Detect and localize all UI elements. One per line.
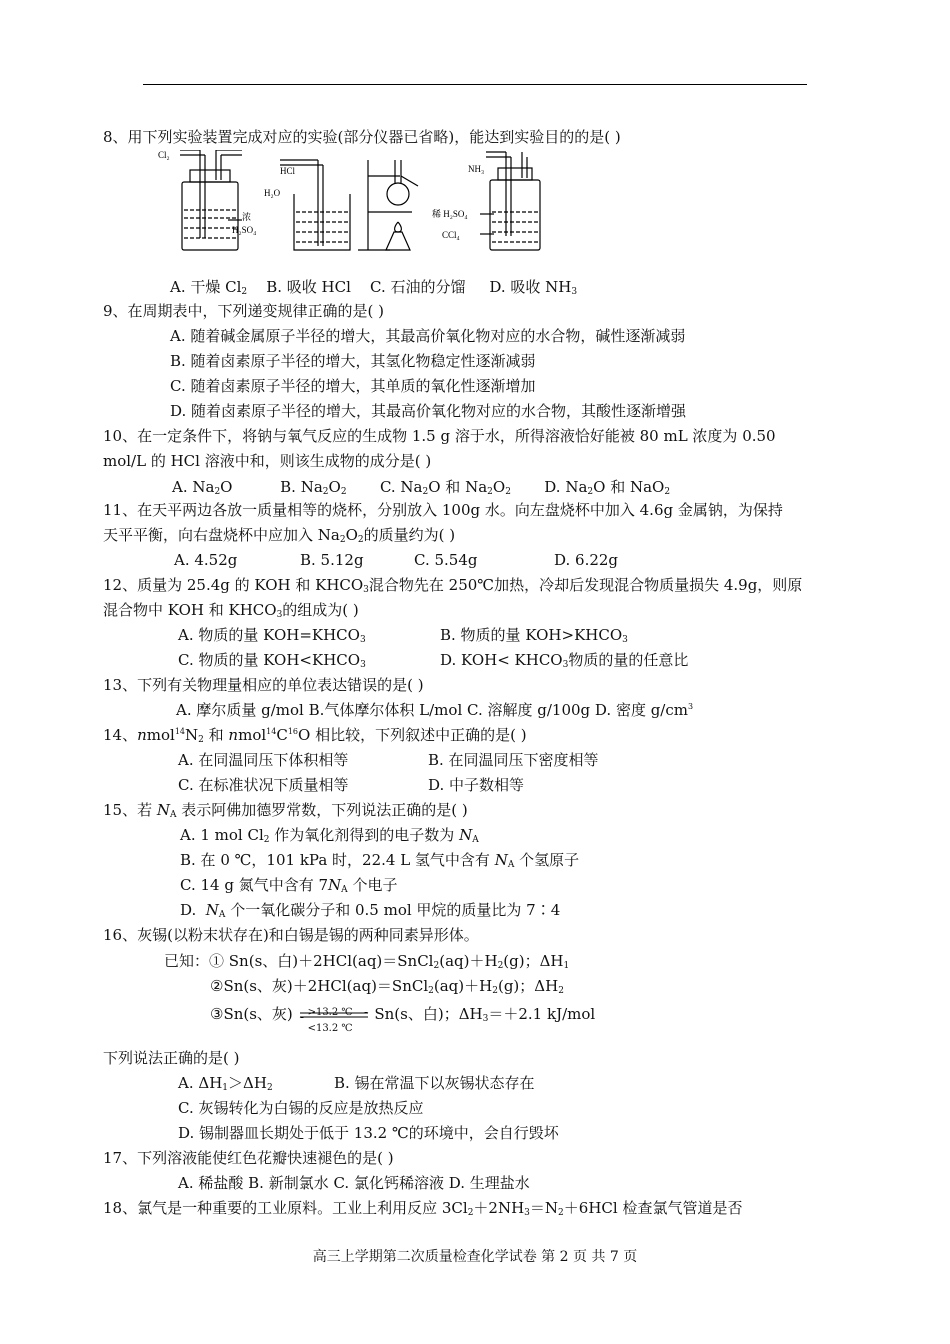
q9-option-b: B. 随着卤素原子半径的增大，其氢化物稳定性逐渐减弱 xyxy=(170,352,536,370)
q11-stem-line1: 11、在天平两边各放一质量相等的烧杯，分别放入 100g 水。向左盘烧杯中加入 4.6g 金属钠，为保持 xyxy=(103,501,783,519)
double-arrow-icon xyxy=(298,1012,370,1018)
q11-stem-line2: 天平平衡，向右盘烧杯中应加入 $Na_2O_2$的质量约为( ) xyxy=(103,526,456,545)
q8-option-a: A. 干燥 Cl xyxy=(170,278,242,296)
q15-option-c: C. 14 g 氮气中含有 $7N_A$ 个电子 xyxy=(180,876,398,895)
q15-option-d-text: 个一氧化碳分子和 0.5 mol 甲烷的质量比为 7∶4 xyxy=(230,901,561,919)
q16-eq1-b: (aq)＋H xyxy=(439,952,498,970)
page-footer: 高三上学期第二次质量检查化学试卷 第 2 页 共 7 页 xyxy=(312,1249,638,1265)
q15-option-b: B. 在 0 ℃，101 kPa 时，22.4 L 氢气中含有 $N_A$ 个氢原子 xyxy=(180,851,580,870)
q16-option-a: A. $\Delta H_1>\Delta H_2$ xyxy=(178,1074,273,1093)
q16-eq2-a: ②Sn(s、灰)＋2HCl(aq)＝SnCl xyxy=(210,977,429,995)
q9-option-a: A. 随着碱金属原子半径的增大，其最高价氧化物对应的水合物，碱性逐渐减弱 xyxy=(170,327,686,345)
q16-option-b: B. 锡在常温下以灰锡状态存在 xyxy=(334,1074,535,1092)
q12-stem-line2: 混合物中 KOH 和 $KHCO_3$的组成为( ) xyxy=(103,601,359,620)
q16-known-label: 已知： xyxy=(164,952,210,970)
q12-option-d: D. $KOH< KHCO_3$物质的量的任意比 xyxy=(440,651,689,670)
q16-option-a-text: A. ΔH xyxy=(178,1074,223,1092)
q17-options: A. 稀盐酸 B. 新制氯水 C. 氯化钙稀溶液 D. 生理盐水 xyxy=(178,1174,530,1192)
q11-stem-part2: 的质量约为( ) xyxy=(363,526,456,544)
q16-eq3-a: ③Sn(s、灰) xyxy=(210,1005,293,1023)
q16-eq1-a: ① Sn(s、白)＋2HCl(aq)＝SnCl xyxy=(209,952,434,970)
q15-option-a: A. 1 mol $Cl_2$ 作为氧化剂得到的电子数为 $N_A$ xyxy=(180,826,479,845)
q16-eq3-b: Sn(s、白)；ΔH xyxy=(374,1005,483,1023)
q14-option-a: A. 在同温同压下体积相等 xyxy=(178,751,349,769)
q12-stem-part1: 12、质量为 25.4g 的 KOH 和 KHCO xyxy=(103,576,364,594)
q15-stem: 15、若 $N_A$ 表示阿佛加德罗常数，下列说法正确的是( ) xyxy=(103,801,468,820)
q15-option-b-text2: 个氢原子 xyxy=(519,851,580,869)
q16-lead: 下列说法正确的是( ) xyxy=(103,1049,240,1067)
q12-option-d-text: D. KOH< KHCO xyxy=(440,651,563,669)
q12-option-b-text: B. 物质的量 KOH>KHCO xyxy=(440,626,623,644)
q14-option-c: C. 在标准状况下质量相等 xyxy=(178,776,349,794)
q16-eq1: 已知：① Sn(s、白)$+2HCl(aq)=SnCl_2(aq)+H_2(g)$；$\Delta H_1$ xyxy=(164,952,570,971)
q9-stem: 9、在周期表中，下列递变规律正确的是( ) xyxy=(103,302,385,320)
label-h2o: H₂O xyxy=(264,188,281,198)
equilibrium-arrow xyxy=(298,1005,370,1034)
q9-option-d: D. 随着卤素原子半径的增大，其最高价氧化物对应的水合物，其酸性逐渐增强 xyxy=(170,402,687,420)
label-nh3: NH₃ xyxy=(468,164,485,174)
q15-option-c-text: C. 14 g 氮气中含有 7 xyxy=(180,876,329,894)
q8-options: A. 干燥 $Cl_2$ B. 吸收 HCl C. 石油的分馏 D. 吸收 $NH_3$ xyxy=(170,278,578,297)
arrow-top-label: >13.2 ℃ xyxy=(307,1007,353,1018)
q12-option-c: C. 物质的量 $KOH<KHCO_3$ xyxy=(178,651,366,670)
q15-stem-text: 表示阿佛加德罗常数，下列说法正确的是( ) xyxy=(181,801,468,819)
q18-stem-a: 18、氯气是一种重要的工业原料。工业上利用反应 3Cl xyxy=(103,1199,468,1217)
q18-stem-d: ＋6HCl 检查氯气管道是否 xyxy=(563,1199,743,1217)
q16-option-c: C. 灰锡转化为白锡的反应是放热反应 xyxy=(178,1099,424,1117)
q12-option-a-text: A. 物质的量 KOH=KHCO xyxy=(178,626,360,644)
arrow-bottom-label: <13.2 ℃ xyxy=(307,1023,353,1034)
q8-apparatus-figure xyxy=(150,150,590,260)
q12-option-a: A. 物质的量 $KOH=KHCO_3$ xyxy=(178,626,366,645)
q10-stem-line1: 10、在一定条件下，将钠与氧气反应的生成物 1.5 g 溶于水，所得溶液恰好能被 80 mL 浓度为 0.50 xyxy=(103,427,776,445)
q15-option-a-text2: 作为氧化剂得到的电子数为 xyxy=(274,826,460,844)
q9-option-c: C. 随着卤素原子半径的增大，其单质的氧化性逐渐增加 xyxy=(170,377,536,395)
q11-stem-part1: 天平平衡，向右盘烧杯中应加入 Na xyxy=(103,526,340,544)
q10-stem-line2: mol/L 的 HCl 溶液中和，则该生成物的成分是( ) xyxy=(103,452,432,470)
q14-option-b: B. 在同温同压下密度相等 xyxy=(428,751,599,769)
q11-option-c: C. 5.54g xyxy=(414,551,478,569)
q16-eq1-c: (g)；ΔH xyxy=(503,952,564,970)
label-xi-h2so4: 稀 H₂SO₄ xyxy=(432,209,468,219)
q16-eq3: ③Sn(s、灰) >13.2 ℃ <13.2 ℃ Sn(s、白)；$\Delta H_3=+2.1$ kJ/mol xyxy=(210,1004,595,1025)
q18-stem-b: ＋2NH xyxy=(473,1199,525,1217)
label-cl2: Cl₂ xyxy=(158,150,170,160)
q13-options: A. 摩尔质量 g/mol B.气体摩尔体积 L/mol C. 溶解度 g/100g D. 密度 $g/cm^3$ xyxy=(176,701,694,719)
q12-option-c-text: C. 物质的量 KOH<KHCO xyxy=(178,651,361,669)
q12-stem-part3: 混合物中 KOH 和 KHCO xyxy=(103,601,277,619)
q15-option-d: D. $N_A$ 个一氧化碳分子和 0.5 mol 甲烷的质量比为 7∶4 xyxy=(180,901,561,920)
q12-stem-part4: 的组成为( ) xyxy=(282,601,359,619)
lab-apparatus-drawing xyxy=(150,150,590,260)
q15-option-c-text2: 个电子 xyxy=(352,876,398,894)
q16-option-d: D. 锡制器皿长期处于低于 13.2 ℃的环境中，会自行毁坏 xyxy=(178,1124,559,1142)
q11-option-b: B. 5.12g xyxy=(300,551,364,569)
q10-options: A. $Na_2O$ B. $Na_2O_2$ C. $Na_2O$ 和 $Na_2O_2$ D. $Na_2O$ 和 NaO$_2$ xyxy=(172,478,671,497)
q14-stem: 14、$nmol^{14}N_2$ 和 $nmol^{14}C^{16}O$ 相比较，下列叙述中正确的是( ) xyxy=(103,726,527,745)
q11-option-d: D. 6.22g xyxy=(554,551,619,569)
q12-option-b: B. 物质的量 $KOH>KHCO_3$ xyxy=(440,626,628,645)
q14-stem-text: O 相比较，下列叙述中正确的是( ) xyxy=(298,726,527,744)
q16-stem: 16、灰锡(以粉末状存在)和白锡是锡的两种同素异形体。 xyxy=(103,926,479,944)
q15-option-a-text: A. 1 mol Cl xyxy=(180,826,264,844)
q11-option-a: A. 4.52g xyxy=(174,551,238,569)
q18-stem-c: ＝N xyxy=(529,1199,559,1217)
q17-stem: 17、下列溶液能使红色花瓣快速褪色的是( ) xyxy=(103,1149,394,1167)
q12-stem-line1: 12、质量为 25.4g 的 KOH 和 $KHCO_3$混合物先在 250℃加热，冷却后发现混合物质量损失 4.9g，则原 xyxy=(103,576,803,595)
q8-option-b: B. 吸收 HCl xyxy=(266,278,351,296)
q8-stem: 8、用下列实验装置完成对应的实验(部分仪器已省略)，能达到实验目的的是( ) xyxy=(103,128,621,146)
q12-stem-part2: 混合物先在 250℃加热，冷却后发现混合物质量损失 4.9g，则原 xyxy=(368,576,803,594)
label-h2so4: H₂SO₄ xyxy=(232,225,257,235)
q16-eq2: ②Sn(s、灰)$+2HCl(aq)=SnCl_2(aq)+H_2(g)$；$\Delta H_2$ xyxy=(210,977,564,996)
q16-eq3-c: ＝＋2.1 kJ/mol xyxy=(488,1005,596,1023)
q13-options-text: A. 摩尔质量 g/mol B.气体摩尔体积 L/mol C. 溶解度 g/100g D. 密度 g/cm xyxy=(176,701,688,719)
label-nong: 浓 xyxy=(242,212,252,222)
q13-stem: 13、下列有关物理量相应的单位表达错误的是( ) xyxy=(103,676,424,694)
q15-option-b-text: B. 在 0 ℃，101 kPa 时，22.4 L 氢气中含有 xyxy=(180,851,495,869)
label-ccl4: CCl₄ xyxy=(442,230,460,240)
q18-stem: 18、氯气是一种重要的工业原料。工业上利用反应 $3Cl_2+2NH_3=N_2+6HCl$ 检查氯气管道是否 xyxy=(103,1199,743,1218)
header-rule xyxy=(143,84,807,85)
q12-option-d-text2: 物质的量的任意比 xyxy=(568,651,689,669)
q8-option-d: D. 吸收 NH xyxy=(489,278,572,296)
label-hcl: HCl xyxy=(280,166,296,176)
q8-option-c: C. 石油的分馏 xyxy=(370,278,466,296)
q14-option-d: D. 中子数相等 xyxy=(428,776,525,794)
